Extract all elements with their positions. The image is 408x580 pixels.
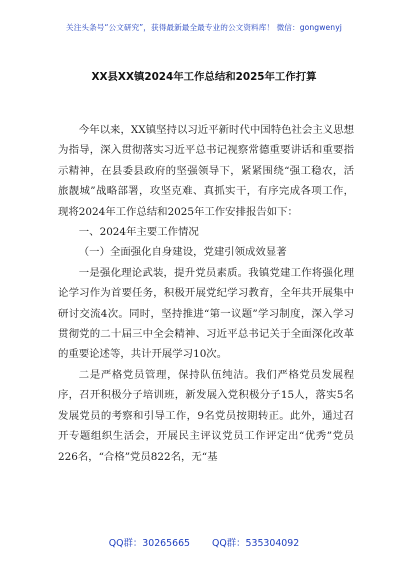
qq-group-2: QQ群：535304092: [212, 538, 300, 549]
document-title: XX县XX镇2024年工作总结和2025年工作打算: [91, 71, 317, 83]
intro-paragraph: 今年以来，XX镇坚持以习近平新时代中国特色社会主义思想为指导，深入贯彻落实习近平总书记视察常德重要讲话和重要指示精神，在县委县政府的坚强领导下，紧紧围绕“强工稳农，活旅靓城”战略部署，攻坚克难、真抓实干，有序完成各项工作，现将2024年工作总结和2025年工作安排报告如下：: [58, 124, 354, 218]
footer-contacts: [0, 535, 408, 549]
qq-group-1: QQ群：30265665: [108, 538, 191, 549]
body-paragraph-management: 二是严格党员管理，保持队伍纯洁。我们严格党员发展程序，召开积极分子培训班，新发展入党积极分子15人，落实5名发展党员的考察和引导工作，9名党员按期转正。此外，通过召开专题组织生活会，开展民主评议党员工作评定出“优秀”党员226名，“合格”党员822名，无“基: [58, 368, 354, 463]
section-heading: 一、2024年主要工作情况: [78, 226, 199, 239]
body-paragraph-theory: 一是强化理论武装，提升党员素质。我镇党建工作将强化理论学习作为首要任务，积极开展党纪学习教育，全年共开展集中研讨交流4次。同时，坚持推进“第一议题”学习制度，深入学习贯彻党的二十届三中全会精神、习近平总书记关于全面深化改革的重要论述等，共计开展学习10次。: [58, 266, 354, 361]
document-body: [58, 120, 354, 467]
subsection-heading: （一）全面强化自身建设，党建引领成效显著: [78, 246, 287, 259]
promo-banner: 关注头条号“公文研究”，获得最新最全最专业的公文资料库！ 微信：gongwenyj: [66, 23, 342, 32]
